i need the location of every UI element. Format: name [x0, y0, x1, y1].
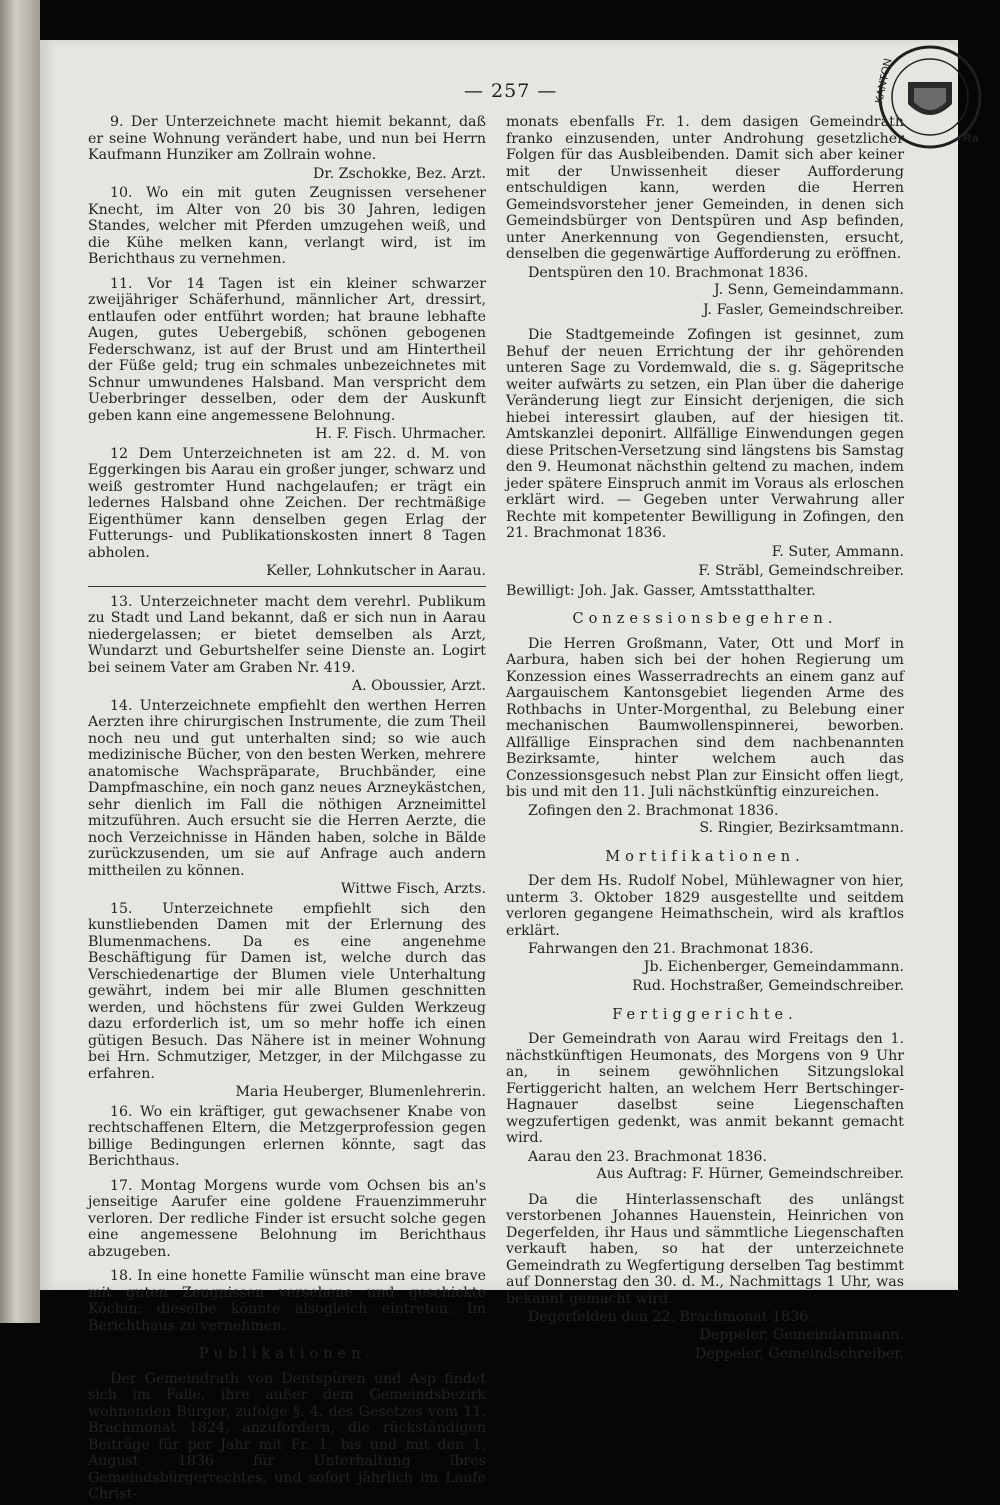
notice-10: 10. Wo ein mit guten Zeugnissen versehener Knecht, im Alter von 20 bis 30 Jahren, ledigen Standes, welcher mit Pferden umzugehen weiß, und die Kühe melken kann, verlangt wird, ist im Berichthaus zu vernehmen.	[88, 185, 486, 267]
notice-9-signature: Dr. Zschokke, Bez. Arzt.	[312, 165, 486, 182]
notice-11-signature: H. F. Fisch. Uhrmacher.	[315, 426, 486, 442]
fertiggericht-aarau-date: Aarau den 23. Brachmonat 1836.	[528, 1148, 767, 1165]
notice-12: 12 Dem Unterzeichneten ist am 22. d. M. von Eggerkingen bis Aarau ein großer junger, schwarz und weiß gestromter Hund nachgelaufen; er trägt ein ledernes Halsband ohne Zeichen. Der rechtmäßige Eigenthümer kann denselben gegen Erlag der Futterungs- und Publikationskosten innert 8 Tagen abholen.	[88, 445, 486, 561]
notice-mortifikation: Der dem Hs. Rudolf Nobel, Mühlewagner von hier, unterm 3. Oktober 1829 ausgestellte und seitdem verloren gegangene Heimathschein, wird als kraftlos erklärt.	[506, 873, 904, 939]
svg-text:KANTON: KANTON	[873, 57, 895, 105]
notice-18: 18. In eine honette Familie wünscht man eine brave mit guten Zeugnissen versehene und geschickte Köchin; dieselbe könnte alsogleich eintreten. Im Berichthaus zu vernehmen.	[88, 1268, 486, 1334]
divider	[88, 586, 486, 587]
notice-13-signature: A. Oboussier, Arzt.	[351, 678, 486, 694]
fertiggericht-degerfelden-date: Degerfelden den 22. Brachmonat 1836.	[528, 1309, 813, 1325]
publikation-dentspueren: Der Gemeindrath von Dentspüren und Asp findet sich im Falle, ihre außer dem Gemeindsbezirk wohnenden Bürger, zufolge §. 4. des Gesetzes vom 11. Brachmonat 1824, anzufordern, die rückständigen Beiträge für per Jahr mit Fr. 1. bis und mit den 1. August 1836 für Unterhaltung ibres Gemeindsbürgerrechtes, und sofort jährlich im Laufe Christ-	[88, 1370, 486, 1502]
zofingen-signature-1: F. Suter, Ammann.	[771, 543, 904, 560]
mortifikation-date: Fahrwangen den 21. Brachmonat 1836.	[528, 941, 814, 957]
notice-zofingen: Die Stadtgemeinde Zofingen ist gesinnet, zum Behuf der neuen Errichtung der ihr gehörenden unteren Sage zu Vordemwald, die s. g. Sägepritsche weiter aufwärts zu setzen, ein Plan über die daherige Veränderung liegt zur Einsicht derjenigen, die sich hiebei interessirt glauben, auf der hiesigen tit. Amtskanzlei deponirt. Allfällige Einwendungen gegen diese Pritschen-Versetzung sind längstens bis Samstag den 9. Heumonat nächsthin geltend zu machen, indem jeder spätere Einspruch anmit im Voraus als erloschen erklärt wird. — Gegeben unter Verwahrung aller Rechte mit kompetenter Bewilligung in Zofingen, den 21. Brachmonat 1836.	[506, 327, 904, 541]
notice-14-signature: Wittwe Fisch, Arzts.	[340, 881, 486, 897]
konzession-signature: S. Ringier, Bezirksamtmann.	[699, 820, 904, 836]
fertiggericht-degerfelden-signature-1: Deppeler, Gemeindammann.	[699, 1326, 904, 1343]
zofingen-signature-2: F. Sträbl, Gemeindschreiber.	[698, 563, 904, 579]
notice-17: 17. Montag Morgens wurde vom Ochsen bis an's jenseitige Aarufer eine goldene Frauenzimmeruhr verloren. Der redliche Finder ist ersucht solche gegen eine angemessene Belohnung im Berichthaus abzugeben.	[88, 1177, 486, 1260]
publikation-dentspueren-continued: monats ebenfalls Fr. 1. dem dasigen Gemeindrath franko einzusenden, unter Androhung gesetzlicher Folgen für das Ausbleibenden. Damit sich aber keiner mit der Unwissenheit dieser Aufforderung entschuldigen kann, werden die Herren Gemeindsvorsteher jener Gemeinden, in denen sich Gemeindsbürger von Dentspüren und Asp befinden, unter Anerkennung von Gegendiensten, ersucht, denselben die gegenwärtige Aufforderung zu eröffnen.	[506, 114, 904, 262]
section-heading-fertiggerichte: Fertiggerichte.	[612, 1006, 798, 1023]
publikation-date: Dentspüren den 10. Brachmonat 1836.	[528, 264, 809, 281]
right-column	[506, 114, 904, 1366]
book-gutter	[0, 0, 40, 1323]
notice-15: 15. Unterzeichnete empfiehlt sich den kunstliebenden Damen mit der Erlernung des Blumenmachens. Da es eine angenehme Beschäftigung für Damen ist, welche durch das Verschiedenartige der Blumen viele Unterhaltung gewährt, indem bei mir alle Blumen geschnitten werden, und höchstens für zwei Gulden Werkzeug dazu erforderlich ist, um so mehr hoffe ich einen gütigen Besuch. Das Nähere ist in meiner Wohnung bei Hrn. Schmutziger, Metzger, in der Milchgasse zu erfahren.	[88, 900, 486, 1082]
fertiggericht-aarau-signature: Aus Auftrag: F. Hürner, Gemeindschreiber.	[596, 1166, 904, 1182]
mortifikation-signature-1: Jb. Eichenberger, Gemeindammann.	[643, 958, 904, 975]
publikation-signature-1: J. Senn, Gemeindammann.	[714, 282, 904, 298]
fertiggericht-degerfelden-signature-2: Deppeler, Gemeindschreiber.	[694, 1346, 904, 1362]
section-heading-publikationen: Publikationen.	[198, 1346, 376, 1362]
section-heading-konzession: Conzessionsbegehren.	[572, 611, 838, 627]
notice-16: 16. Wo ein kräftiger, gut gewachsener Knabe von rechtschaffenen Eltern, die Metzgerprofession gegen billige Bedingungen erlernen könnte, sagt das Berichthaus.	[88, 1103, 486, 1169]
konzession-date: Zofingen den 2. Brachmonat 1836.	[528, 802, 779, 819]
notice-konzession: Die Herren Großmann, Vater, Ott und Morf in Aarbura, haben sich bei der hohen Regierung um Konzession eines Wasserradrechts an einem ganz auf Aargauischem Kantonsgebiet liegenden Arme des Rothbachs in Unter-Morgenthal, zu Belebung einer mechanischen Baumwollenspinnerei, beworben. Allfällige Einsprachen sind dem nachbenannten Bezirksamte, hinter welchem auch das Conzessionsgesuch nebst Plan zur Einsicht offen liegt, bis und mit den 11. Juli nächstkünftig einzureichen.	[506, 635, 904, 800]
publikation-signature-2: J. Fasler, Gemeindschreiber.	[702, 301, 904, 318]
page-number: — 257 —	[464, 80, 558, 102]
notice-13: 13. Unterzeichneter macht dem verehrl. Publikum zu Stadt und Land bekannt, daß er sich nun in Aarau niedergelassen; er bietet demselben als Arzt, Wundarzt und Geburtshelfer seine Dienste an. Logirt bei seinem Vater am Graben Nr. 419.	[88, 593, 486, 676]
notice-9: 9. Der Unterzeichnete macht hiemit bekannt, daß er seine Wohnung verändert habe, und nun bei Herrn Kaufmann Hunziker am Zollrain wohne.	[88, 114, 486, 163]
svg-text:Ra: Ra	[963, 131, 979, 145]
notice-fertiggericht-degerfelden: Da die Hinterlassenschaft des unlängst verstorbenen Johannes Hauenstein, Heinrichen von Degerfelden, ihr Haus und sämmtliche Liegenschaften verkauft haben, so hat der unterzeichnete Gemeindrath zu Wegfertigung derselben Tag bestimmt auf Donnerstag den 30. d. M., Nachmittags 1 Uhr, was bekannt gemacht wird.	[506, 1191, 904, 1307]
notice-fertiggericht-aarau: Der Gemeindrath von Aarau wird Freitags den 1. nächstkünftigen Heumonats, des Morgens von 9 Uhr an, in seinem gewöhnlichen Sitzungslokal Fertiggericht halten, an welchem Herr Bertschinger-Hagnauer daselbst seine Liegenschaften wegzufertigen gedenkt, was anmit bekannt gemacht wird.	[506, 1031, 904, 1146]
left-column	[88, 114, 486, 1505]
zofingen-approval: Bewilligt: Joh. Jak. Gasser, Amtsstatthalter.	[506, 582, 816, 599]
notice-14: 14. Unterzeichnete empfiehlt den werthen Herren Aerzten ihre chirurgischen Instrumente, die zum Theil noch neu und gut unterhalten sind; so wie auch medizinische Bücher, von den besten Werken, mehrere anatomische Wachspräparate, Bruchbänder, eine Dampfmaschine, ein noch ganz neues Arzneykästchen, sehr dienlich im Fall die nöthigen Arzneimittel mitzuführen. Auch ersucht sie die Herren Aerzte, die noch Verzeichnisse in Händen haben, solche in Bälde zurückzusenden, um sie auf Anfrage auch andern mittheilen zu können.	[88, 697, 486, 879]
notice-15-signature: Maria Heuberger, Blumenlehrerin.	[235, 1084, 486, 1100]
section-heading-mortifikationen: Mortifikationen.	[605, 848, 805, 865]
notice-11: 11. Vor 14 Tagen ist ein kleiner schwarzer zweijähriger Schäferhund, männlicher Art, dressirt, entlaufen oder entführt worden; hat braune lebhafte Augen, gutes Uebergebiß, schönen gebogenen Federschwanz, ist auf der Brust und am Hintertheil der Füße geld; trug ein schmales unbezeichnetes mit Schnur umwundenes Halsband. Man verspricht dem Ueberbringer desselben, oder dem der Auskunft geben kann eine angemessene Belohnung.	[88, 275, 486, 424]
notice-12-signature: Keller, Lohnkutscher in Aarau.	[266, 563, 486, 579]
mortifikation-signature-2: Rud. Hochstraßer, Gemeindschreiber.	[632, 978, 904, 994]
